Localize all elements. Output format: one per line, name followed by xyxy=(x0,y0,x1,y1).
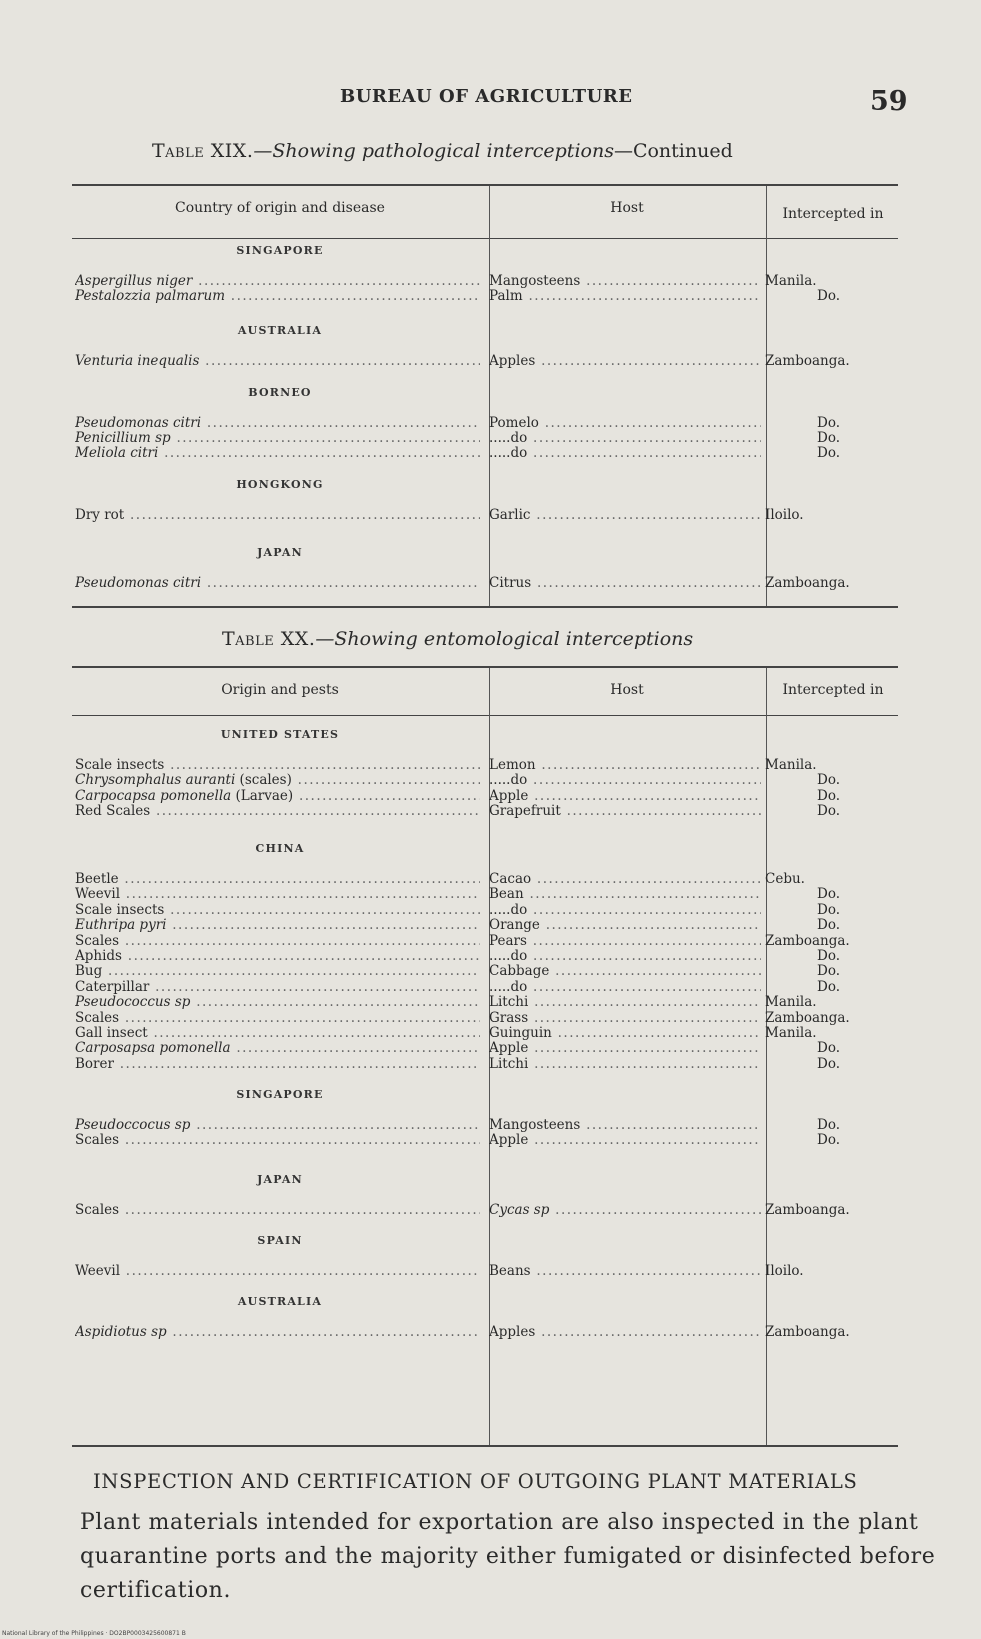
table20-title-text: —Showing entomological interceptions xyxy=(315,628,694,650)
item-name: Meliola citri xyxy=(75,446,159,461)
row-item xyxy=(75,1203,480,1218)
row-intercepted: Iloilo. xyxy=(765,1263,804,1279)
host-name: Apple xyxy=(489,788,529,804)
table20-title xyxy=(222,628,693,650)
row-intercepted: Do. xyxy=(817,901,841,918)
row-item xyxy=(75,804,480,819)
item-name: Dry rot xyxy=(75,508,125,523)
row-host xyxy=(489,758,761,773)
running-head: BUREAU OF AGRICULTURE xyxy=(340,86,633,107)
item-name: Beetle xyxy=(75,872,119,887)
host-name: Beans xyxy=(489,1264,531,1279)
item-suffix: (scales) xyxy=(235,773,292,789)
item-name: Chrysomphalus auranti xyxy=(75,773,236,789)
table-row xyxy=(75,508,965,523)
item-name: Scales xyxy=(75,1133,120,1149)
table19-title-prefix: Table XIX. xyxy=(152,140,254,162)
table-row xyxy=(75,918,965,933)
table19-head-rule xyxy=(72,238,898,239)
row-item xyxy=(75,872,480,887)
table19-title-suffix: —Continued xyxy=(613,140,733,162)
host-name: Pears xyxy=(489,933,527,949)
footer-credit: National Library of the Philippines · DO2BP0003425600871 B xyxy=(2,1630,186,1637)
row-intercepted: Do. xyxy=(817,803,841,820)
host-name: Litchi xyxy=(489,1056,529,1072)
row-host xyxy=(489,1057,761,1072)
item-name: Penicillium sp xyxy=(75,431,171,446)
item-name: Scales xyxy=(75,1203,120,1218)
row-intercepted: Manila. xyxy=(765,757,817,773)
row-item xyxy=(75,576,480,591)
section-header: HONGKONG xyxy=(236,478,324,491)
host-name: Apple xyxy=(489,1133,529,1149)
table19-col-intercepted: Intercepted in xyxy=(782,206,884,222)
row-item xyxy=(75,274,480,289)
row-host xyxy=(489,416,761,431)
host-name: Garlic xyxy=(489,508,531,523)
table-row xyxy=(75,1011,965,1026)
section-header: JAPAN xyxy=(257,1173,303,1186)
host-name: Apples xyxy=(489,354,536,369)
host-name: Orange xyxy=(489,918,540,934)
row-intercepted: Do. xyxy=(817,1055,841,1072)
row-item xyxy=(75,964,480,979)
row-host xyxy=(489,1203,761,1218)
table20-bottom-rule xyxy=(72,1445,898,1447)
table-row xyxy=(75,274,965,289)
row-item xyxy=(75,354,480,369)
row-host xyxy=(489,1264,761,1279)
row-item xyxy=(75,1325,480,1340)
table19-bottom-rule xyxy=(72,606,898,608)
table-row xyxy=(75,1325,965,1340)
host-name: Apple xyxy=(489,1041,529,1057)
host-name: .....do xyxy=(489,446,528,461)
item-name: Caterpillar xyxy=(75,979,150,995)
section-header: AUSTRALIA xyxy=(237,324,323,337)
item-name: Carposapsa pomonella xyxy=(75,1041,231,1057)
host-name: Mangosteens xyxy=(489,274,581,289)
row-item xyxy=(75,289,480,304)
table20-top-rule xyxy=(72,666,898,668)
table19-divider-2 xyxy=(766,186,767,606)
host-name: Palm xyxy=(489,289,523,304)
section-header: AUSTRALIA xyxy=(237,1295,323,1308)
row-host xyxy=(489,887,761,902)
row-host xyxy=(489,918,761,933)
row-host xyxy=(489,274,761,289)
table-row xyxy=(75,1057,965,1072)
item-name: Red Scales xyxy=(75,804,151,820)
table-row xyxy=(75,980,965,995)
row-intercepted: Do. xyxy=(817,415,841,431)
row-intercepted: Iloilo. xyxy=(765,507,804,523)
table-row xyxy=(75,804,965,819)
row-host xyxy=(489,354,761,369)
row-intercepted: Zamboanga. xyxy=(765,932,850,949)
row-item xyxy=(75,1118,480,1133)
row-host xyxy=(489,1133,761,1148)
row-host xyxy=(489,804,761,819)
item-name: Weevil xyxy=(75,887,121,903)
host-name: Mangosteens xyxy=(489,1118,581,1133)
host-name: Bean xyxy=(489,887,524,903)
item-name: Pseudococcus sp xyxy=(75,995,191,1011)
row-host xyxy=(489,995,761,1010)
section-header: CHINA xyxy=(255,842,305,855)
table20-col-host: Host xyxy=(610,682,644,698)
host-name: Apples xyxy=(489,1325,536,1340)
row-intercepted: Manila. xyxy=(765,994,817,1011)
item-name: Pestalozzia palmarum xyxy=(75,289,226,304)
table-row xyxy=(75,1133,965,1148)
item-name: Pseudomonas citri xyxy=(75,576,202,591)
row-intercepted: Do. xyxy=(817,963,841,980)
table19-title xyxy=(152,140,733,162)
row-item xyxy=(75,431,480,446)
row-intercepted: Zamboanga. xyxy=(765,1202,850,1218)
row-host xyxy=(489,289,761,304)
section-header: SPAIN xyxy=(257,1234,303,1247)
table-row xyxy=(75,1118,965,1133)
row-host xyxy=(489,1325,761,1340)
table-row xyxy=(75,1203,965,1218)
host-name: .....do xyxy=(489,949,528,964)
host-name: Grapefruit xyxy=(489,804,561,820)
host-name: Grass xyxy=(489,1010,529,1026)
host-name: Litchi xyxy=(489,995,529,1011)
row-intercepted: Do. xyxy=(817,917,841,934)
table19-divider-1 xyxy=(489,186,490,606)
row-item xyxy=(75,903,480,918)
row-intercepted: Do. xyxy=(817,430,841,446)
row-item xyxy=(75,980,480,995)
row-item xyxy=(75,934,480,949)
row-intercepted: Manila. xyxy=(765,1025,817,1041)
row-intercepted: Do. xyxy=(817,948,841,964)
table-row xyxy=(75,789,965,804)
item-name: Scale insects xyxy=(75,902,165,918)
row-item xyxy=(75,773,480,788)
host-name: .....do xyxy=(489,773,528,789)
row-host xyxy=(489,431,761,446)
row-intercepted: Zamboanga. xyxy=(765,353,850,369)
item-name: Pseudomonas citri xyxy=(75,416,202,431)
body-paragraph: Plant materials intended for exportation are also inspected in the plant quarantine ports and the majority either fumigated or disinfected before certification. xyxy=(80,1510,936,1603)
host-name: Cycas sp xyxy=(489,1203,550,1218)
table-row xyxy=(75,289,965,304)
item-name: Borer xyxy=(75,1056,114,1072)
item-name: Aspidiotus sp xyxy=(75,1325,167,1340)
row-host xyxy=(489,773,761,788)
row-host xyxy=(489,964,761,979)
row-intercepted: Zamboanga. xyxy=(765,575,850,591)
item-name: Euthripa pyri xyxy=(75,918,167,934)
item-name: Weevil xyxy=(75,1264,121,1279)
row-host xyxy=(489,1011,761,1026)
table-row xyxy=(75,1264,965,1279)
row-item xyxy=(75,1057,480,1072)
table-row xyxy=(75,416,965,431)
host-name: .....do xyxy=(489,431,528,446)
row-intercepted: Do. xyxy=(817,288,841,304)
row-intercepted: Zamboanga. xyxy=(765,1009,850,1026)
section-header: JAPAN xyxy=(257,546,303,559)
row-host xyxy=(489,446,761,461)
table-row xyxy=(75,887,965,902)
table-row xyxy=(75,1041,965,1056)
row-item xyxy=(75,446,480,461)
item-suffix: (Larvae) xyxy=(231,788,294,804)
row-host xyxy=(489,903,761,918)
row-item xyxy=(75,1026,480,1041)
table20-title-prefix: Table XX. xyxy=(222,628,316,650)
row-intercepted: Do. xyxy=(817,787,841,804)
row-item xyxy=(75,789,480,804)
row-host xyxy=(489,576,761,591)
item-name: Venturia inequalis xyxy=(75,354,200,369)
row-intercepted: Do. xyxy=(817,445,841,461)
table-row xyxy=(75,934,965,949)
section-header: SINGAPORE xyxy=(236,244,324,257)
item-name: Pseudoccocus sp xyxy=(75,1118,191,1133)
row-intercepted: Do. xyxy=(817,978,841,995)
host-name: Citrus xyxy=(489,576,532,591)
host-name: .....do xyxy=(489,979,528,995)
table19-top-rule xyxy=(72,184,898,186)
row-item xyxy=(75,508,480,523)
row-item xyxy=(75,758,480,773)
table-row xyxy=(75,576,965,591)
row-intercepted: Cebu. xyxy=(765,871,805,887)
row-intercepted: Manila. xyxy=(765,273,817,289)
row-item xyxy=(75,949,480,964)
table19-col-host: Host xyxy=(610,200,644,216)
row-intercepted: Do. xyxy=(817,1040,841,1057)
row-item xyxy=(75,416,480,431)
section-header: BORNEO xyxy=(248,386,312,399)
table20-col-intercepted: Intercepted in xyxy=(782,682,884,698)
table20-head-rule xyxy=(72,715,898,716)
row-item xyxy=(75,1041,480,1056)
row-host xyxy=(489,1118,761,1133)
row-host xyxy=(489,508,761,523)
row-host xyxy=(489,980,761,995)
row-intercepted: Do. xyxy=(817,1117,841,1133)
row-item xyxy=(75,1133,480,1148)
host-name: Pomelo xyxy=(489,416,539,431)
table-row xyxy=(75,354,965,369)
table-row xyxy=(75,964,965,979)
row-item xyxy=(75,918,480,933)
row-item xyxy=(75,995,480,1010)
item-name: Scales xyxy=(75,933,120,949)
page-number: 59 xyxy=(870,86,908,117)
table-row xyxy=(75,1026,965,1041)
row-intercepted: Do. xyxy=(817,772,841,789)
row-intercepted: Do. xyxy=(817,1132,841,1149)
table-row xyxy=(75,431,965,446)
item-name: Gall insect xyxy=(75,1026,148,1041)
host-name: Lemon xyxy=(489,758,536,773)
host-name: Cacao xyxy=(489,872,532,887)
row-intercepted: Zamboanga. xyxy=(765,1324,850,1340)
host-name: Guinguin xyxy=(489,1026,552,1041)
table-row xyxy=(75,758,965,773)
table-row xyxy=(75,446,965,461)
item-name: Carpocapsa pomonella xyxy=(75,788,232,804)
row-host xyxy=(489,1026,761,1041)
host-name: Cabbage xyxy=(489,964,550,980)
host-name: .....do xyxy=(489,902,528,918)
row-host xyxy=(489,1041,761,1056)
table19-col-origin: Country of origin and disease xyxy=(175,200,385,216)
table-row xyxy=(75,995,965,1010)
item-name: Bug xyxy=(75,964,103,980)
table-row xyxy=(75,903,965,918)
row-host xyxy=(489,934,761,949)
table-row xyxy=(75,872,965,887)
item-name: Aspergillus niger xyxy=(75,274,193,289)
table-row xyxy=(75,949,965,964)
row-host xyxy=(489,872,761,887)
item-name: Aphids xyxy=(75,949,122,964)
row-host xyxy=(489,949,761,964)
section-header: SINGAPORE xyxy=(236,1088,324,1101)
item-name: Scales xyxy=(75,1010,120,1026)
row-host xyxy=(489,789,761,804)
row-item xyxy=(75,887,480,902)
table20-col-origin: Origin and pests xyxy=(221,682,339,698)
row-item xyxy=(75,1011,480,1026)
row-item xyxy=(75,1264,480,1279)
section-header: UNITED STATES xyxy=(220,728,340,741)
table-row xyxy=(75,773,965,788)
table19-title-text: —Showing pathological interceptions xyxy=(253,140,614,162)
item-name: Scale insects xyxy=(75,758,165,773)
section-heading: INSPECTION AND CERTIFICATION OF OUTGOING PLANT MATERIALS xyxy=(93,1470,858,1493)
row-intercepted: Do. xyxy=(817,886,841,903)
